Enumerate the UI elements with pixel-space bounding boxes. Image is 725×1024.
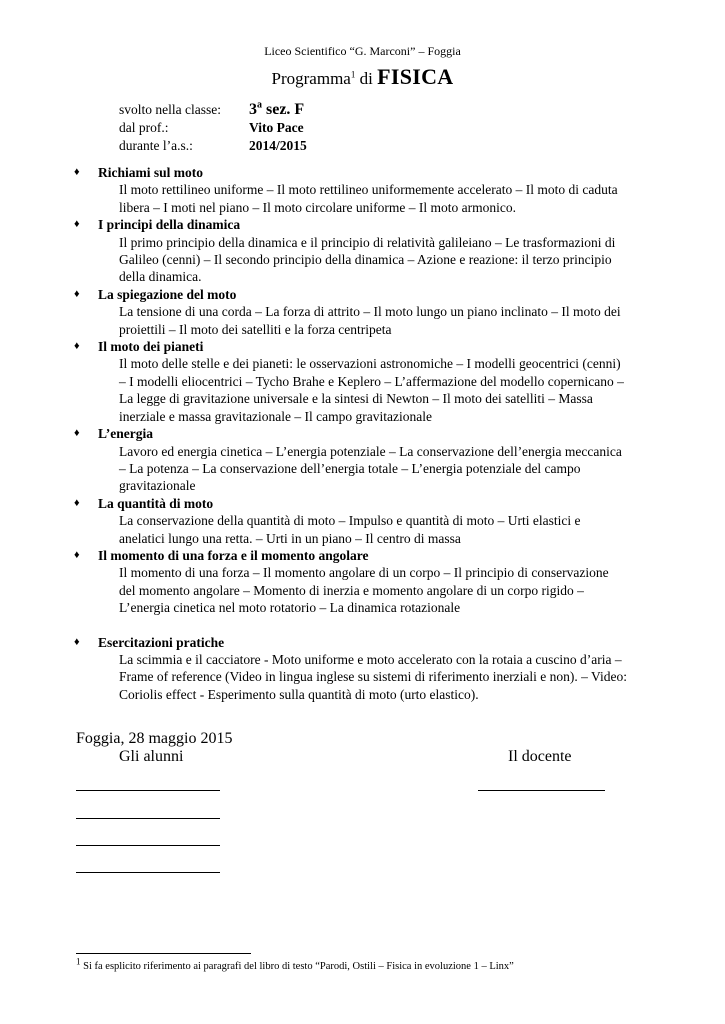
title-subject: FISICA: [377, 64, 454, 89]
title-prefix: Programma: [271, 69, 351, 88]
topic-description: [119, 234, 674, 286]
topic-title: L’energia: [98, 426, 153, 442]
topic-title: Esercitazioni pratiche: [98, 634, 225, 650]
prof-row: [119, 119, 307, 137]
class-row: [119, 101, 307, 119]
topic-line: La scimmia e il cacciatore - Moto uniforme e moto accelerato con la rotaia a cuscino d’aria –: [119, 651, 622, 667]
year-row: [119, 137, 307, 155]
footnote: [76, 956, 514, 972]
topic-line: inerziale e massa gravitazionale – Il campo gravitazionale: [119, 408, 432, 424]
topic-line: La conservazione della quantità di moto – Impulso e quantità di moto – Urti elastici e: [119, 513, 581, 529]
topic-title: La quantità di moto: [98, 495, 214, 511]
topic-description: [119, 651, 674, 703]
prof-label: dal prof.:: [119, 120, 169, 135]
topic-line: gravitazionale: [119, 478, 196, 494]
topic-line: proiettili – Il moto dei satelliti e la forza centripeta: [119, 321, 392, 337]
topic-line: Lavoro ed energia cinetica – L’energia potenziale – La conservazione dell’energia meccanica: [119, 443, 622, 459]
teacher-signature-line: [478, 790, 605, 791]
course-info: [119, 101, 307, 155]
class-sup: a: [257, 99, 262, 111]
class-section: sez. F: [262, 101, 305, 118]
topic-line: – La potenza – La conservazione dell’energia totale – L’energia potenziale del campo: [119, 460, 581, 476]
topic-description: [119, 564, 674, 616]
topic-line: libera – I moti nel piano – Il moto circolare uniforme – Il moto armonico.: [119, 199, 517, 215]
prof-value: Vito Pace: [249, 120, 304, 135]
topic-description: [119, 303, 674, 338]
topic-description: [119, 181, 674, 216]
bullet-icon: ♦: [74, 287, 80, 300]
student-signature-line-4: [76, 872, 220, 873]
topic-item: [74, 164, 674, 216]
topic-description: [119, 355, 674, 425]
year-value: 2014/2015: [249, 138, 307, 153]
title-mid: di: [355, 69, 378, 88]
topic-line: Il momento di una forza – Il momento angolare di un corpo – Il principio di conservazione: [119, 565, 609, 581]
year-label: durante l’a.s.:: [119, 138, 193, 153]
student-signature-line-2: [76, 818, 220, 819]
school-name: Liceo Scientifico “G. Marconi” – Foggia: [264, 44, 461, 58]
topic-line: del momento angolare – Momento di inerzia e momento angolare di un corpo rigido –: [119, 582, 584, 598]
topic-item: [74, 216, 674, 286]
document-title: [0, 64, 725, 90]
topic-item: [74, 338, 674, 425]
topic-description: [119, 512, 674, 547]
topic-line: Frame of reference (Video in lingua inglese su sistemi di riferimento inerziali e non). – Video:: [119, 669, 627, 685]
bullet-icon: ♦: [74, 548, 80, 561]
topic-title: La spiegazione del moto: [98, 286, 237, 302]
topic-list: [74, 164, 674, 703]
topic-line: L’energia cinetica nel moto rotatorio – La dinamica rotazionale: [119, 600, 461, 616]
topic-line: anelatici lungo una retta. – Urti in un piano – Il centro di massa: [119, 530, 461, 546]
topic-item: [74, 425, 674, 495]
topic-title: I principi della dinamica: [98, 217, 241, 233]
teacher-label: Il docente: [508, 748, 572, 765]
place-date: Foggia, 28 maggio 2015: [76, 730, 233, 747]
topic-line: Il moto delle stelle e dei pianeti: le osservazioni astronomiche – I modelli geocentrici (cenni): [119, 356, 621, 372]
footnote-ref: 1: [350, 69, 356, 80]
topic-line: Il moto rettilineo uniforme – Il moto rettilineo uniformemente accelerato – Il moto di caduta: [119, 182, 618, 198]
topic-line: Galileo (cenni) – Il secondo principio della dinamica – Azione e reazione: il terzo principio: [119, 252, 612, 268]
class-number: 3: [249, 101, 257, 118]
topic-title: Il moto dei pianeti: [98, 339, 204, 355]
bullet-icon: ♦: [74, 166, 80, 178]
class-label: svolto nella classe:: [119, 102, 221, 117]
topic-item: [74, 286, 674, 338]
topic-line: La legge di gravitazione universale e la sintesi di Newton – Il moto dei satelliti – Massa: [119, 391, 593, 407]
bullet-icon: ♦: [74, 427, 80, 440]
students-label: Gli alunni: [119, 748, 184, 765]
bullet-icon: ♦: [74, 635, 80, 648]
footnote-separator: [76, 953, 251, 954]
footnote-text: Si fa esplicito riferimento ai paragrafi del libro di testo “Parodi, Ostili – Fisica in evoluzione 1 – Linx”: [80, 961, 514, 972]
student-signature-line-3: [76, 845, 220, 846]
topic-description: [119, 443, 674, 495]
topic-line: Coriolis effect - Esperimento sulla quantità di moto (urto elastico).: [119, 686, 479, 702]
topic-line: La tensione di una corda – La forza di attrito – Il moto lungo un piano inclinato – Il moto dei: [119, 304, 621, 320]
topic-line: della dinamica.: [119, 269, 202, 285]
topic-line: Il primo principio della dinamica e il principio di relatività galileiano – Le trasformazioni di: [119, 234, 616, 250]
bullet-icon: ♦: [74, 340, 80, 353]
topic-line: – I modelli eliocentrici – Tycho Brahe e Keplero – L’affermazione del modello copernicano –: [119, 373, 624, 389]
bullet-icon: ♦: [74, 218, 80, 231]
class-value: [249, 101, 304, 119]
topic-item: [74, 495, 674, 547]
bullet-icon: ♦: [74, 496, 80, 509]
topic-item: [74, 634, 674, 704]
teacher-signature-line-student-1: [76, 790, 220, 791]
topic-title: Richiami sul moto: [98, 165, 204, 180]
topic-title: Il momento di una forza e il momento angolare: [98, 547, 369, 563]
footnote-number: 1: [76, 956, 81, 967]
topic-item: [74, 547, 674, 617]
